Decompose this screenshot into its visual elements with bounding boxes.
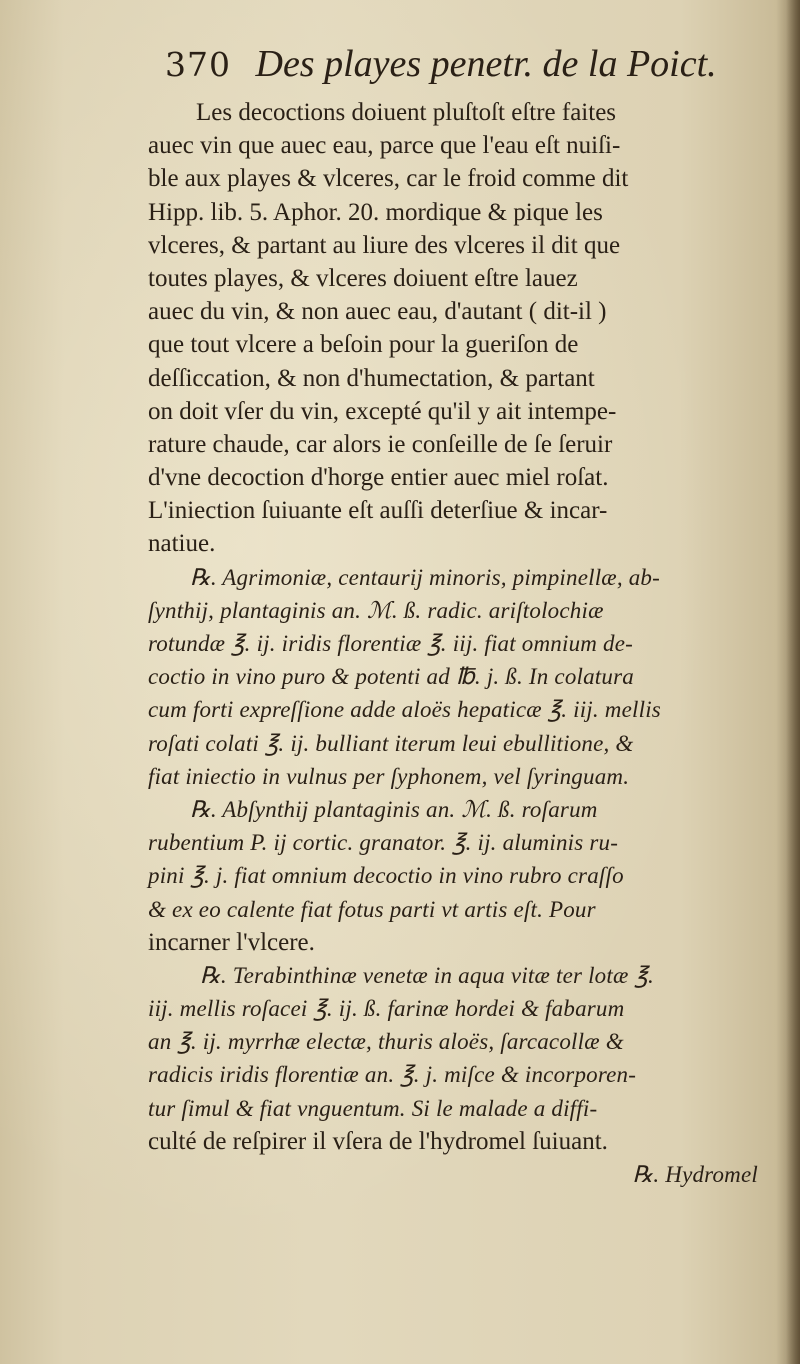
recipe-line: & ex eo calente fiat fotus parti vt artis eſt. Pour [148,896,596,922]
text-line: on doit vſer du vin, excepté qu'il y ait intempe- [148,397,617,425]
recipe-line: ſynthij, plantaginis an. ℳ. ß. radic. ariſtolochiæ [148,597,604,623]
text-line: auec du vin, & non auec eau, d'autant ( dit-il ) [148,298,607,326]
text-line: Les decoctions doiuent pluſtoſt eſtre faites [196,99,617,126]
recipe-line: an ℥. ij. myrrhæ electæ, thuris aloës, ſarcacollæ & [148,1029,624,1055]
text-line: vlceres, & partant au liure des vlceres il dit que [148,231,621,259]
text-line: d'vne decoction d'horge entier auec miel roſat. [148,464,609,492]
body-text [148,96,768,1191]
text-line: auec vin que auec eau, parce que l'eau eſt nuiſi- [148,132,621,160]
recipe-line: tur ſimul & fiat vnguentum. Si le malade a diffi- [148,1095,598,1121]
text-line: ble aux playes & vlceres, car le froid comme dit [148,165,629,193]
text-line: deſſiccation, & non d'humectation, & partant [148,364,595,392]
recipe-line: coctio in vino puro & potenti ad ℔. j. ß. In colatura [148,664,634,690]
text-line: Hipp. lib. 5. Aphor. 20. mordique & pique les [148,198,603,226]
text-line: toutes playes, & vlceres doiuent eſtre lauez [148,264,578,292]
recipe-line: rubentium P. ij cortic. granator. ℥. ij. aluminis ru- [148,830,619,856]
recipe-line: ℞. Abſynthij plantaginis an. ℳ. ß. roſarum [190,796,598,822]
text-line: L'iniection ſuiuante eſt auſſi deterſiue & incar- [148,497,608,525]
recipe-line: radicis iridis florentiæ an. ℥. j. miſce & incorporen- [148,1062,637,1088]
text-line: natiue. [148,530,216,558]
recipe-line: fiat iniectio in vulnus per ſyphonem, vel ſyringuam. [148,763,630,789]
recipe-line: pini ℥. j. fiat omnium decoctio in vino rubro craſſo [148,863,624,889]
text-line: culté de reſpirer il vſera de l'hydromel ſuiuant. [148,1127,608,1155]
recipe-line: iij. mellis roſacei ℥. ij. ß. farinæ hordei & fabarum [148,996,625,1022]
recipe-line: roſati colati ℥. ij. bulliant iterum leui ebullitione, & [148,730,634,756]
running-title: Des playes penetr. de la Poict. [255,43,717,85]
recipe-line: cum forti expreſſione adde aloës hepaticæ ℥. iij. mellis [148,697,661,723]
page-number: 370 [165,45,231,84]
text-line: que tout vlcere a beſoin pour la gueriſon de [148,331,579,359]
text-line: rature chaude, car alors ie conſeille de ſe ſeruir [148,430,613,458]
recipe-line: ℞. Agrimoniæ, centaurij minoris, pimpinellæ, ab- [190,564,660,590]
text-line: incarner l'vlcere. [148,928,315,956]
page-header [165,42,717,86]
recipe-line: rotundæ ℥. ij. iridis florentiæ ℥. iij. fiat omnium de- [148,631,634,656]
recipe-line: ℞. Terabinthinæ venetæ in aqua vitæ ter lotæ ℥. [200,962,654,988]
catchword: ℞. Hydromel [632,1162,758,1187]
